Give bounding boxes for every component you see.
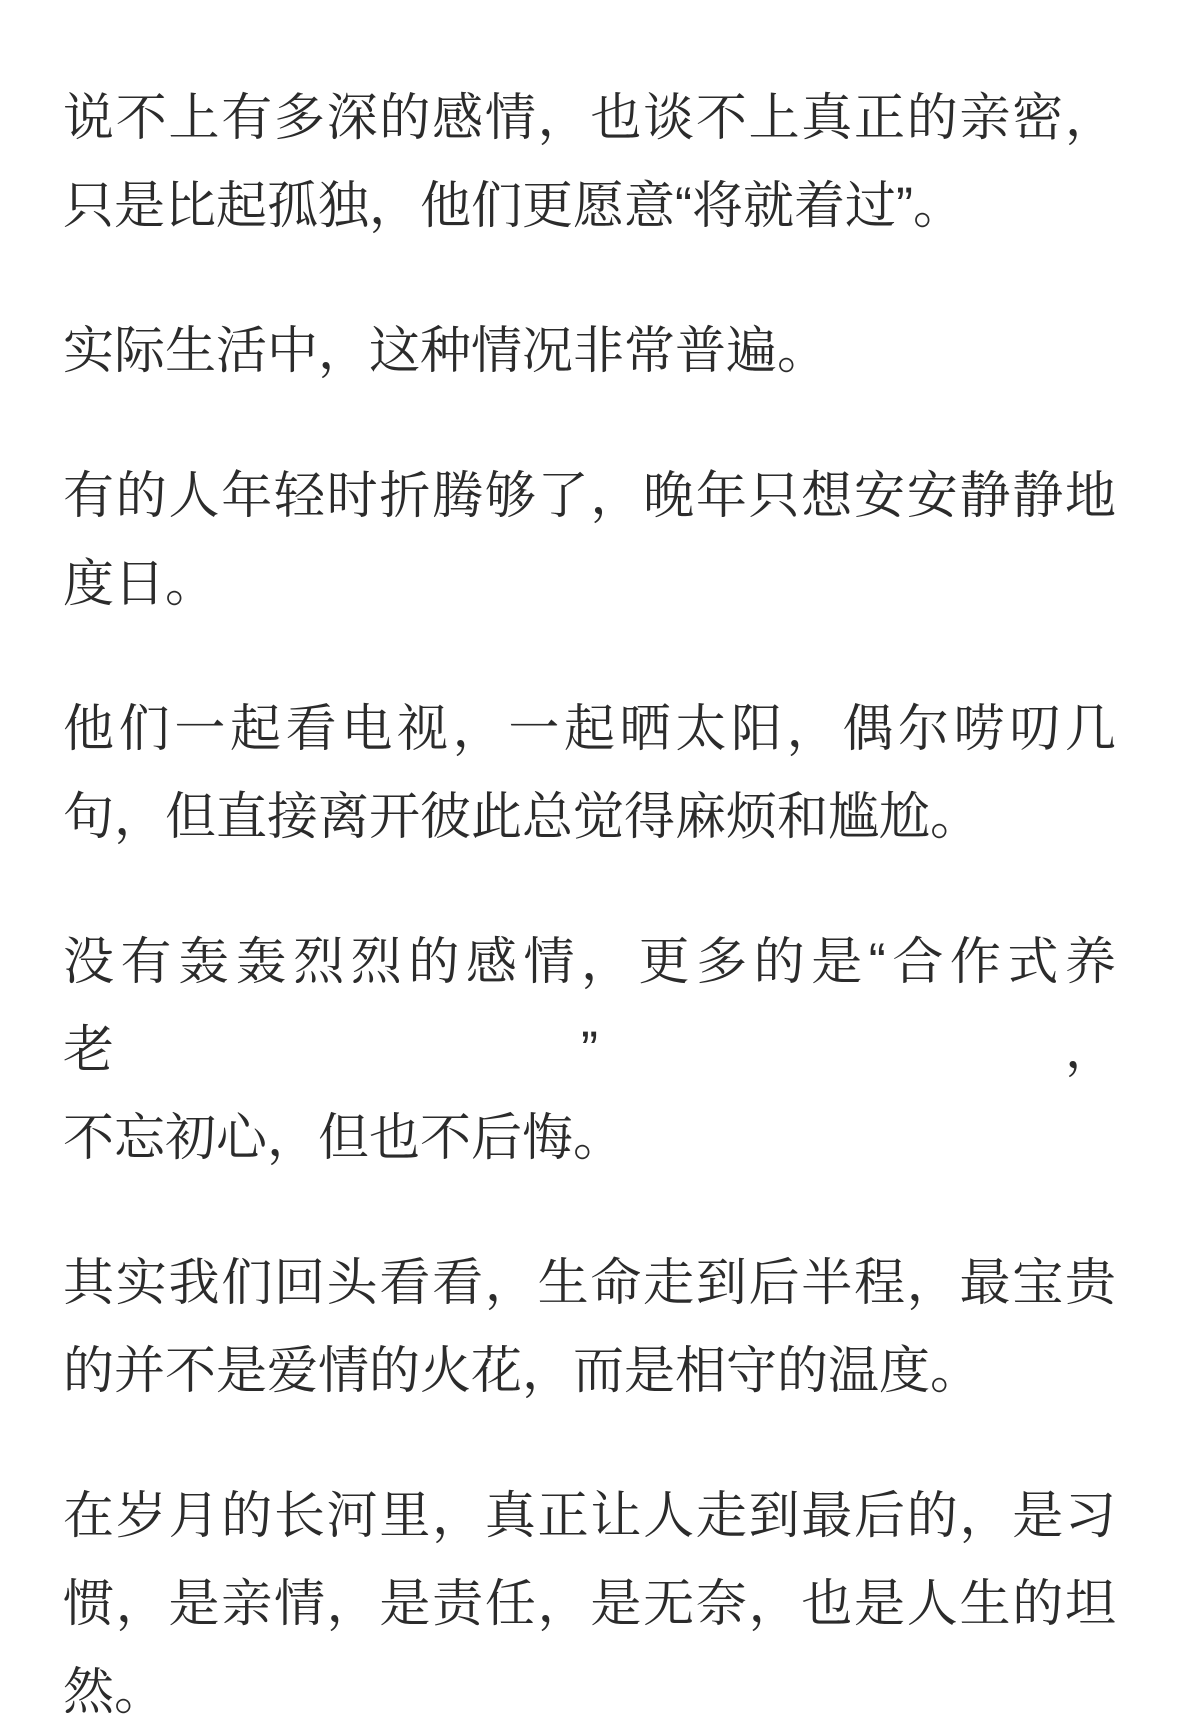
- text-line: 没有轰轰烈烈的感情，更多的是“合作式养老”，: [63, 933, 1116, 1078]
- paragraph: [63, 74, 1116, 250]
- text-line: 实际生活中，这种情况非常普遍。: [63, 322, 829, 379]
- paragraph: [63, 685, 1116, 861]
- text-line: 有的人年轻时折腾够了，晚年只想安安静静地: [63, 467, 1116, 524]
- paragraph: [63, 1239, 1116, 1415]
- paragraph: [63, 307, 1116, 395]
- text-line: 说不上有多深的感情，也谈不上真正的亲密，: [63, 89, 1116, 146]
- text-line: 不忘初心，但也不后悔。: [63, 1109, 625, 1166]
- text-line: 惯，是亲情，是责任，是无奈，也是人生的坦: [63, 1575, 1116, 1632]
- text-line: 在岁月的长河里，真正让人走到最后的，是习: [63, 1487, 1116, 1544]
- text-line: 然。: [63, 1663, 166, 1720]
- paragraph: [63, 452, 1116, 628]
- text-line: 句，但直接离开彼此总觉得麻烦和尴尬。: [63, 788, 982, 845]
- paragraph: [63, 918, 1116, 1182]
- text-line: 其实我们回头看看，生命走到后半程，最宝贵: [63, 1254, 1116, 1311]
- text-line: 他们一起看电视，一起晒太阳，偶尔唠叨几: [63, 700, 1116, 757]
- text-line: 度日。: [63, 555, 217, 612]
- text-line: 的并不是爱情的火花，而是相守的温度。: [63, 1342, 982, 1399]
- text-line: 只是比起孤独，他们更愿意“将就着过”。: [63, 177, 964, 234]
- paragraph: [63, 1472, 1116, 1736]
